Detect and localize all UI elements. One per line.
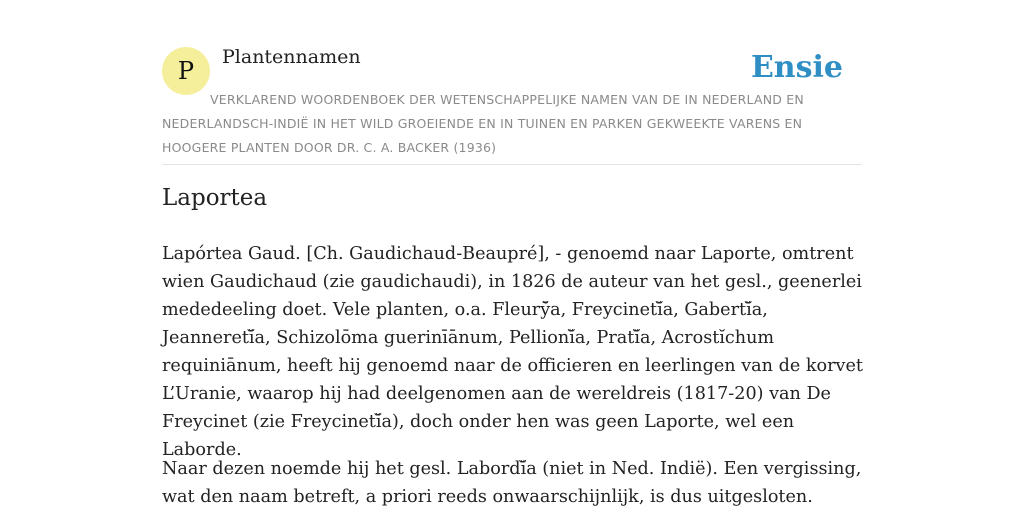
entry-paragraph: Lapórtea Gaud. [Ch. Gaudichaud-Beaupré], - genoemd naar Laporte, omtrent wien Gaudichaud (zie gaudichaudi), in 1826 de auteur van het gesl., geenerlei mededeeling doet. Vele planten, o.a. Fleurȳ̆a, Freycinetĭ̆a, Gabertĭ̆a, Jeanneretĭ̆a, Schizolōma guerinīānum, Pellionĭ̆a, Pratĭ̆a, Acrostĭchum requiniānum, heeft hij genoemd naar de officieren en leerlingen van de korvet L’Uranie, waarop hij had deelgenomen aan de wereldreis (1817-20) van De Freycinet (zie Freycinetĭ̆a), doch onder hen was geen Laporte, wel een Laborde. [162, 244, 863, 460]
book-logo-letter: P [177, 57, 195, 85]
entry-title: Laportea [162, 185, 268, 211]
book-header [162, 0, 862, 165]
page-content [162, 0, 863, 507]
ensie-brand-link[interactable]: Ensie [750, 50, 843, 85]
book-title[interactable]: Plantennamen [222, 46, 361, 68]
book-subtitle: VERKLAREND WOORDENBOEK DER WETENSCHAPPELIJKE NAMEN VAN DE IN NEDERLAND EN NEDERLANDSCH-INDIË IN HET WILD GROEIENDE EN IN TUINEN EN PARKEN GEKWEEKTE VARENS EN HOOGERE PLANTEN DOOR DR. C. A. BACKER (1936) [162, 92, 804, 155]
entry-paragraph: Naar dezen noemde hij het gesl. Labordĭ̆a (niet in Ned. Indië). Een vergissing, wat den naam betreft, a priori reeds onwaarschijnlijk, is dus uitgesloten. [162, 459, 862, 507]
